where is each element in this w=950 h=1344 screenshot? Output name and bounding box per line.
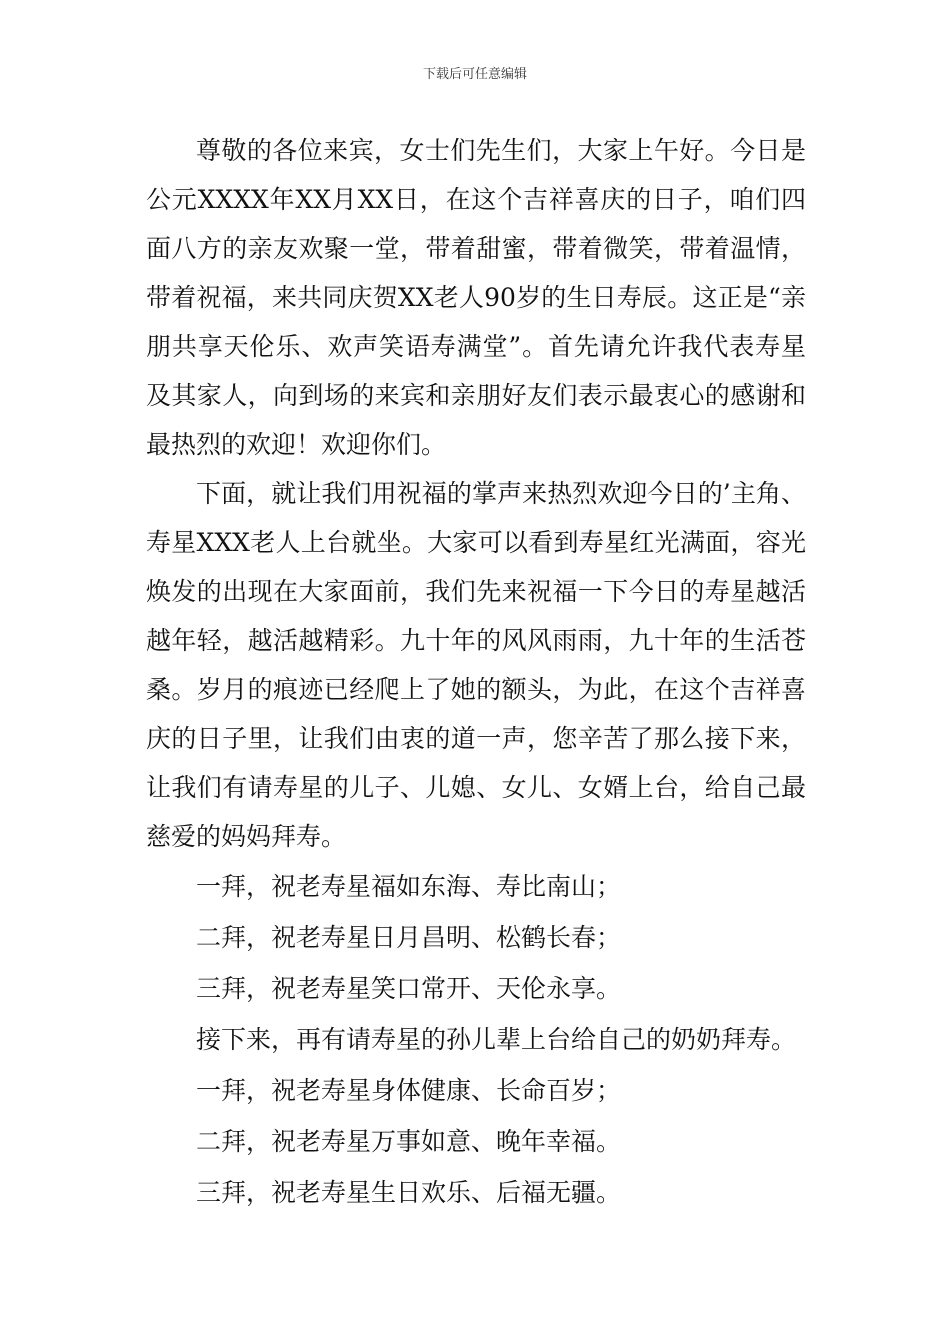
document-body: [146, 126, 806, 1218]
list-item: 三拜，祝老寿星笑口常开、天伦永享。: [196, 974, 622, 1003]
page-header-note: 下载后可任意编辑: [422, 67, 527, 82]
list-item: 接下来，再有请寿星的孙儿辈上台给自己的奶奶拜寿。: [196, 1025, 797, 1054]
paragraph-opening: 尊敬的各位来宾，女士们先生们，大家上午好。今日是公元XXXX年XX月XX日，在这个吉祥喜庆的日子，咱们四面八方的亲友欢聚一堂，带着甜蜜，带着微笑，带着温情，带着祝福，来共同庆贺XX老人90岁的生日寿辰。这正是“亲朋共享天伦乐、欢声笑语寿满堂”。首先请允许我代表寿星及其家人，向到场的来宾和亲朋好友们表示最衷心的感谢和最热烈的欢迎！欢迎你们。: [146, 136, 806, 459]
list-item: 二拜，祝老寿星万事如意、晚年幸福。: [196, 1127, 622, 1156]
list-item: 一拜，祝老寿星福如东海、寿比南山；: [196, 872, 622, 901]
blessing-list: [146, 861, 806, 1218]
paragraph-welcome-star: 下面，就让我们用祝福的掌声来热烈欢迎今日的’主角、寿星XXX老人上台就坐。大家可以看到寿星红光满面，容光焕发的出现在大家面前，我们先来祝福一下今日的寿星越活越年轻，越活越精彩。九十年的风风雨雨，九十年的生活苍桑。岁月的痕迹已经爬上了她的额头，为此，在这个吉祥喜庆的日子里，让我们由衷的道一声，您辛苦了那么接下来，让我们有请寿星的儿子、儿媳、女儿、女婿上台，给自己最慈爱的妈妈拜寿。: [146, 479, 806, 851]
list-item: 三拜，祝老寿星生日欢乐、后福无疆。: [196, 1178, 622, 1207]
list-item: 一拜，祝老寿星身体健康、长命百岁；: [196, 1076, 622, 1105]
list-item: 二拜，祝老寿星日月昌明、松鹤长春；: [196, 923, 622, 952]
